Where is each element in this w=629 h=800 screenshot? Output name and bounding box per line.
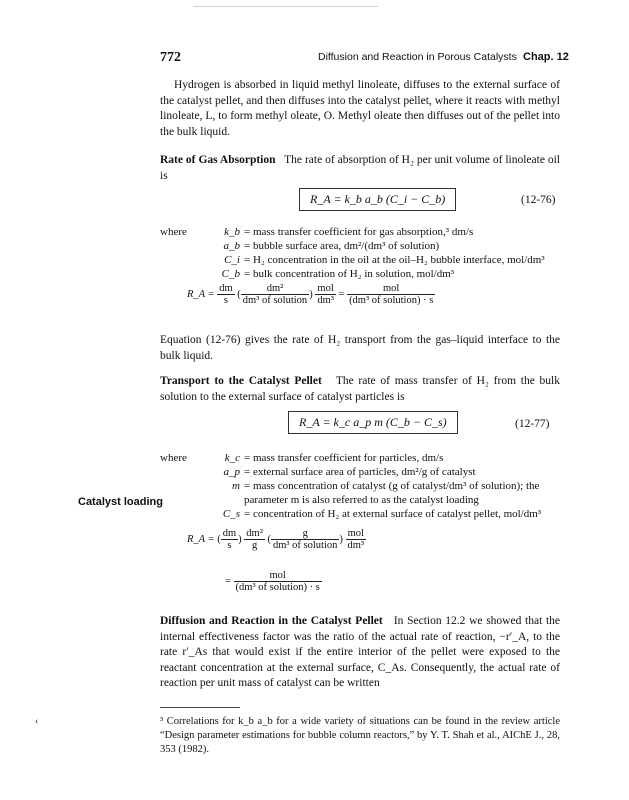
top-rule	[193, 6, 378, 7]
equation-number: (12-77)	[515, 418, 550, 430]
definition-text: = mass transfer coefficient for gas absorption,³ dm/s	[244, 226, 474, 238]
units-fraction: $\frac{dm}{s}$	[219, 283, 233, 306]
definition-row	[160, 493, 570, 507]
section-text: The rate of mass transfer of H₂ from the bulk solution to the external surface of catalyst particles is	[160, 375, 560, 403]
definition-symbol: C_i	[224, 254, 240, 266]
definition-symbol: a_p	[223, 466, 240, 478]
definition-symbol: m	[232, 480, 240, 492]
where-label: where	[160, 226, 187, 238]
units-fraction: $\frac{g}{\text{dm³ of solution}}$	[272, 528, 338, 551]
section-text: In Section 12.2 we showed that the internal effectiveness factor was the ratio of the actual rate of reaction, −r′_A, to the rate r′_As that would exist if the entire interior of the pellet were exposed to the reactant concentration at the external surface, C_As. Consequently, the actual rate of reaction per unit mass of catalyst can be written	[160, 615, 561, 689]
equation-12-77: R_A = k_c a_p m (C_b − C_s)	[288, 411, 458, 434]
margin-note: Catalyst loading	[78, 496, 163, 508]
where-label: where	[160, 452, 187, 464]
footnote: ³ Correlations for k_b a_b for a wide variety of situations can be found in the review article “Design parameter estimations for bubble column reactors,” by Y. T. Shah et al., AIChE J., 28, 353 (1982).	[160, 716, 560, 755]
section-catalyst-transport	[160, 374, 560, 405]
intro-paragraph: Hydrogen is absorbed in liquid methyl linoleate, diffuses to the external surface of the catalyst pellet, and then diffuses into the catalyst pellet, where it reacts with methyl linoleate, L, to form methyl oleate, O. Methyl oleate then diffuses out of the pellet into the bulk liquid.	[160, 79, 560, 138]
definition-symbol: k_c	[224, 452, 240, 464]
chapter-label: Chap. 12	[523, 51, 569, 63]
units-equals: =	[338, 288, 345, 300]
definition-row	[160, 465, 570, 479]
definition-text: = H₂ concentration in the oil at the oil–H₂ bubble interface, mol/dm³	[244, 254, 545, 266]
definition-row	[160, 267, 570, 281]
footnote-rule	[160, 707, 240, 708]
section-heading: Rate of Gas Absorption	[160, 154, 276, 166]
units-fraction: $\frac{\text{mol}}{\text{dm³}}$	[317, 283, 334, 306]
definition-row	[160, 225, 570, 239]
definition-text: = mass concentration of catalyst (g of catalyst/dm³ of solution); the	[244, 480, 540, 492]
units-result-2	[225, 570, 322, 593]
units-fraction: $\frac{dm}{s}$	[222, 528, 237, 551]
units-fraction: $\frac{\text{dm²}}{\text{dm³ of solution}}$	[242, 283, 308, 306]
equation-12-76: R_A = k_b a_b (C_i − C_b)	[299, 188, 456, 211]
definition-text: = concentration of H₂ at external surface of catalyst pellet, mol/dm³	[244, 508, 542, 520]
definition-symbol: a_b	[223, 240, 240, 252]
units-lhs: R_A =	[187, 533, 218, 545]
units-fraction: $\frac{\text{mol}}{\text{dm³}}$	[347, 528, 365, 551]
section-gas-absorption	[160, 153, 560, 184]
definition-row	[160, 479, 570, 493]
units-result: $\frac{\text{mol}}{\text{(dm³ of solution) · s}}$	[235, 570, 320, 593]
definition-symbol: C_s	[222, 508, 240, 520]
margin-mark: ‹	[35, 716, 39, 727]
definition-symbol: C_b	[221, 268, 240, 280]
definition-row	[160, 451, 570, 465]
units-result: $\frac{\text{mol}}{\text{(dm³ of solution) · s}}$	[349, 283, 434, 306]
conclusion-paragraph: Equation (12-76) gives the rate of H₂ transport from the gas–liquid interface to the bulk liquid.	[160, 334, 560, 362]
units-equation-2: R_A = ( $\frac{dm}{s}$ ) $\frac{\text{dm²}}{g}$ ( $\frac{g}{\text{dm³ of solution}}$ ) $\frac{\text{mol}}{\text{dm³}}$	[187, 528, 365, 551]
units-equals: =	[225, 575, 231, 587]
equation-number: (12-76)	[521, 194, 556, 206]
units-lhs: R_A =	[187, 288, 218, 300]
section-heading: Transport to the Catalyst Pellet	[160, 375, 322, 387]
definition-text: = bulk concentration of H₂ in solution, mol/dm³	[244, 268, 455, 280]
section-diffusion-reaction	[160, 614, 560, 692]
section-heading: Diffusion and Reaction in the Catalyst Pellet	[160, 615, 383, 627]
running-title: Diffusion and Reaction in Porous Catalysts	[318, 51, 517, 63]
definition-text: = bubble surface area, dm²/(dm³ of solution)	[244, 240, 440, 252]
definition-row	[160, 253, 570, 267]
definition-row	[160, 239, 570, 253]
definition-text: = mass transfer coefficient for particles, dm/s	[244, 452, 444, 464]
definition-symbol: k_b	[224, 226, 240, 238]
page-number: 772	[160, 50, 181, 65]
units-equation-1: R_A = $\frac{dm}{s}$ ( $\frac{\text{dm²}}{\text{dm³ of solution}}$ ) $\frac{\text{mol}}{\text{dm³}}$ = $\frac{\text{mol}}{\text{(dm³ of solution) · s}}$	[187, 283, 434, 306]
definition-text: = external surface area of particles, dm²/g of catalyst	[244, 466, 476, 478]
units-fraction: $\frac{\text{dm²}}{g}$	[246, 528, 263, 551]
definition-text: parameter m is also referred to as the catalyst loading	[244, 494, 479, 506]
section-text: The rate of absorption of H₂ per unit volume of linoleate oil is	[160, 154, 561, 182]
definition-row	[160, 507, 570, 521]
